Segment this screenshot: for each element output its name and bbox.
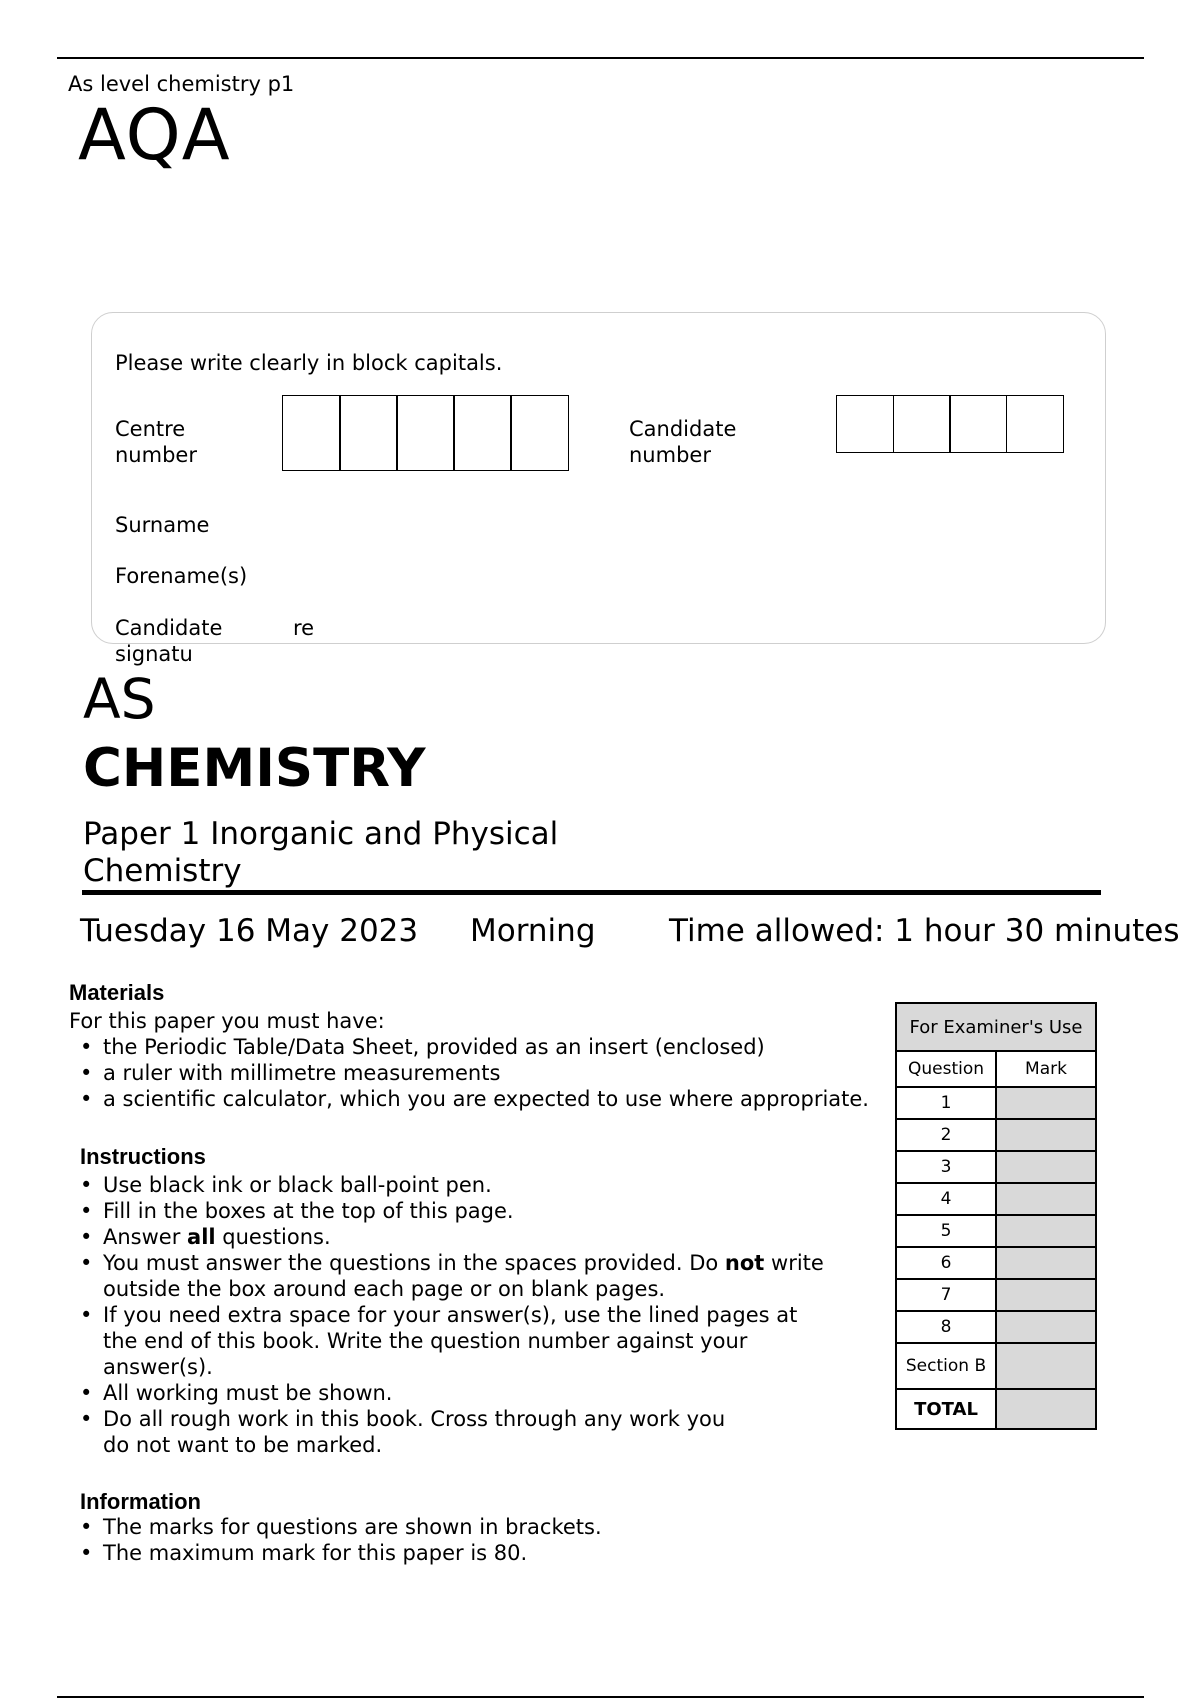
candidate-number-digit-box[interactable] [1006, 395, 1064, 453]
question-number: 1 [896, 1087, 996, 1119]
total-label: TOTAL [896, 1389, 996, 1429]
question-number: 7 [896, 1279, 996, 1311]
list-item: • All working must be shown. [69, 1380, 869, 1406]
title-rule [82, 890, 1101, 895]
list-item: • Use black ink or black ball-point pen. [69, 1172, 869, 1198]
exam-date: Tuesday 16 May 2023 [80, 913, 419, 949]
question-number: 2 [896, 1119, 996, 1151]
mark-cell [996, 1215, 1096, 1247]
question-column-header: Question [896, 1051, 996, 1087]
question-number: 5 [896, 1215, 996, 1247]
mark-cell [996, 1311, 1096, 1343]
list-item: • The maximum mark for this paper is 80. [69, 1540, 869, 1566]
subject-title: CHEMISTRY [83, 738, 426, 799]
question-number: Section B [896, 1343, 996, 1389]
candidate-number-digit-box[interactable] [893, 395, 951, 453]
list-item: • Fill in the boxes at the top of this page. [69, 1198, 869, 1224]
forenames-label: Forename(s) [115, 564, 248, 588]
bottom-rule [57, 1696, 1144, 1698]
mark-column-header: Mark [996, 1051, 1096, 1087]
list-item: • a ruler with millimetre measurements [69, 1060, 949, 1086]
centre-number-digit-box[interactable] [339, 395, 398, 471]
centre-number-digit-box[interactable] [282, 395, 341, 471]
candidate-number-digit-box[interactable] [836, 395, 894, 453]
mark-cell [996, 1151, 1096, 1183]
top-rule [57, 57, 1144, 59]
examiners-use-table [895, 1002, 1097, 1430]
list-item: • Answer all questions. [69, 1224, 869, 1250]
list-item: • The marks for questions are shown in brackets. [69, 1514, 869, 1540]
mark-cell [996, 1247, 1096, 1279]
candidate-number-label: Candidate number [629, 417, 737, 467]
centre-number-label: Centre number [115, 417, 197, 467]
mark-cell [996, 1087, 1096, 1119]
information-heading: Information [80, 1489, 201, 1514]
list-item: • a scientific calculator, which you are expected to use where appropriate. [69, 1086, 949, 1112]
materials-list [69, 1034, 949, 1112]
signature-label-fragment: re [293, 616, 315, 640]
instructions-heading: Instructions [80, 1144, 206, 1169]
question-number: 4 [896, 1183, 996, 1215]
mark-cell [996, 1183, 1096, 1215]
centre-number-digit-box[interactable] [453, 395, 512, 471]
candidate-number-digit-box[interactable] [949, 395, 1007, 453]
materials-heading: Materials [69, 980, 165, 1005]
mark-cell [996, 1119, 1096, 1151]
question-number: 6 [896, 1247, 996, 1279]
time-allowed: Time allowed: 1 hour 30 minutes [669, 913, 1180, 949]
list-item: • If you need extra space for your answer(s), use the lined pages at the end of this book. Write the question number against your answer(s). [69, 1302, 828, 1380]
signature-label: Candidate signatu [115, 616, 223, 666]
centre-number-digit-box[interactable] [510, 395, 569, 471]
mark-cell [996, 1279, 1096, 1311]
examiner-table-title: For Examiner's Use [896, 1003, 1096, 1051]
centre-number-boxes[interactable] [282, 395, 569, 471]
centre-number-digit-box[interactable] [396, 395, 455, 471]
exam-session: Morning [470, 913, 596, 949]
list-item: • the Periodic Table/Data Sheet, provided as an insert (enclosed) [69, 1034, 949, 1060]
question-number: 8 [896, 1311, 996, 1343]
paper-title: Paper 1 Inorganic and Physical Chemistry [83, 816, 559, 889]
document-label: As level chemistry p1 [68, 72, 295, 96]
block-capitals-instruction: Please write clearly in block capitals. [115, 351, 503, 375]
list-item: • Do all rough work in this book. Cross through any work you do not want to be marked. [69, 1406, 753, 1458]
qualification-level: AS [83, 667, 156, 731]
information-list [69, 1514, 869, 1566]
total-mark-cell [996, 1389, 1096, 1429]
instructions-list [69, 1172, 869, 1458]
mark-cell [996, 1343, 1096, 1389]
materials-intro: For this paper you must have: [69, 1009, 385, 1033]
aqa-logo: AQA [78, 94, 231, 176]
question-number: 3 [896, 1151, 996, 1183]
surname-label: Surname [115, 513, 210, 537]
list-item: • You must answer the questions in the spaces provided. Do not write outside the box around each page or on blank pages. [69, 1250, 828, 1302]
candidate-number-boxes[interactable] [836, 395, 1064, 453]
